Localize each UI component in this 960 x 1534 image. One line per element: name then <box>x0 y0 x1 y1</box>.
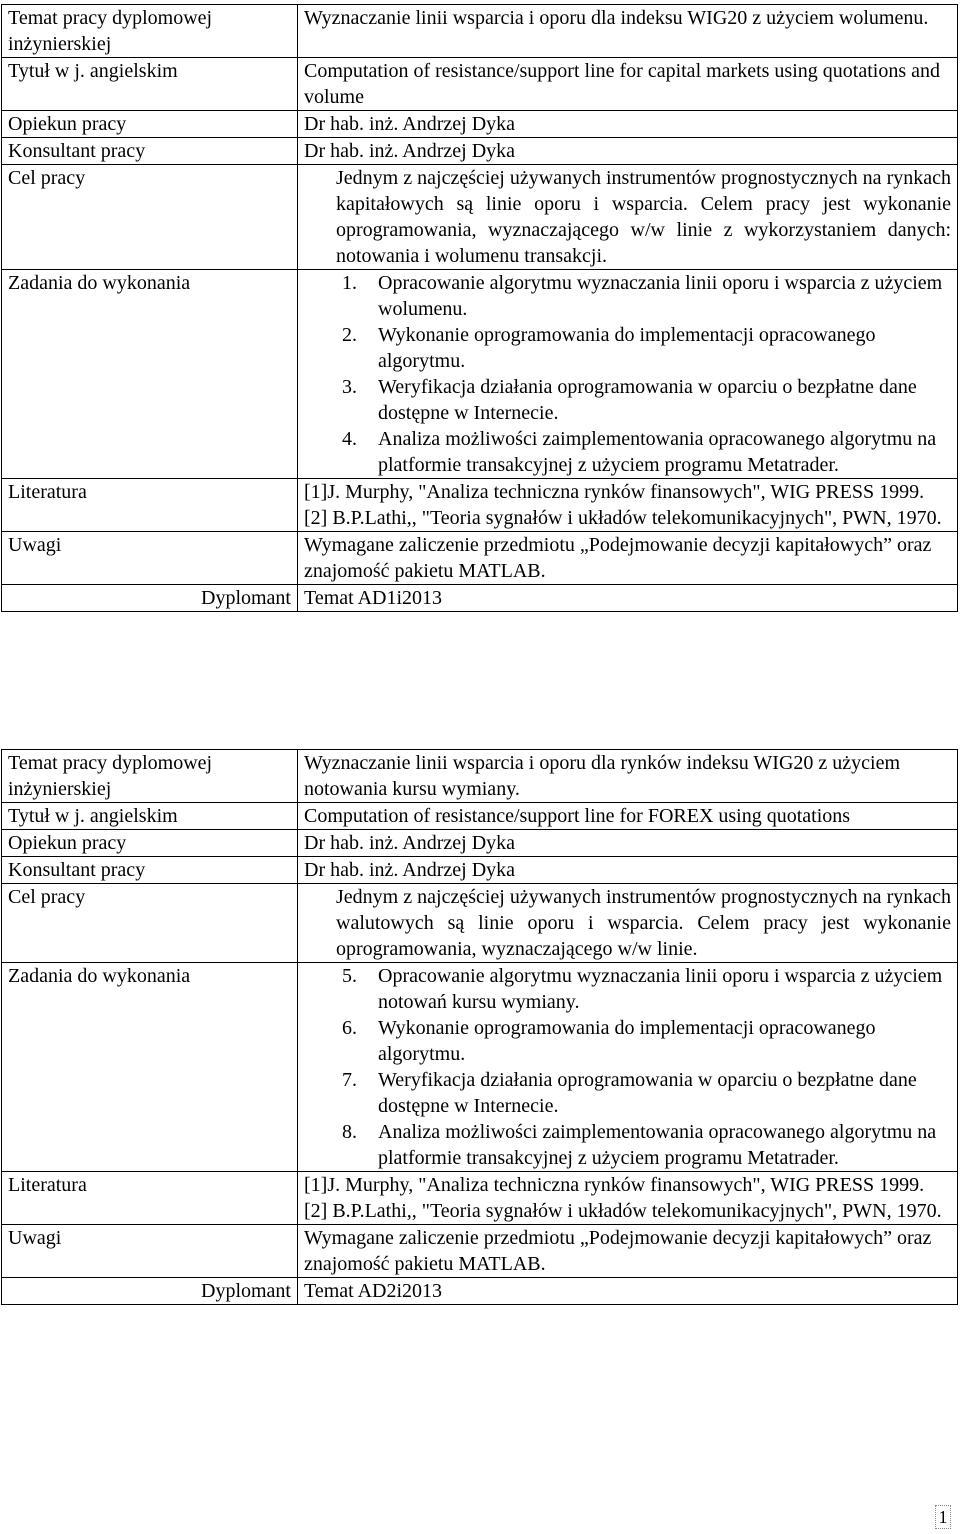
task-text: Weryfikacja działania oprogramowania w oparciu o bezpłatne dane dostępne w Internecie. <box>378 376 917 424</box>
remarks-row <box>2 532 958 585</box>
tasks-row <box>2 963 958 1172</box>
english-title-label: Tytuł w j. angielskim <box>2 58 298 111</box>
literature-row <box>2 479 958 532</box>
student-row <box>2 585 958 612</box>
goal-label: Cel pracy <box>2 165 298 270</box>
task-item <box>342 963 951 1015</box>
goal-label: Cel pracy <box>2 884 298 963</box>
task-text: Opracowanie algorytmu wyznaczania linii oporu i wsparcia z użyciem notowań kursu wymiany. <box>378 965 943 1013</box>
task-number: 2. <box>342 324 357 346</box>
task-item <box>342 1015 951 1067</box>
reference-item: [2] B.P.Lathi,, "Teoria sygnałów i układów telekomunikacyjnych", PWN, 1970. <box>304 1200 942 1222</box>
task-text: Weryfikacja działania oprogramowania w oparciu o bezpłatne dane dostępne w Internecie. <box>378 1069 917 1117</box>
task-number: 4. <box>342 428 357 450</box>
literature-label: Literatura <box>2 1172 298 1225</box>
task-text: Wykonanie oprogramowania do implementacji opracowanego algorytmu. <box>378 324 876 372</box>
student-value: Temat AD2i2013 <box>298 1278 958 1305</box>
student-label: Dyplomant <box>2 1278 298 1305</box>
tasks-label: Zadania do wykonania <box>2 270 298 479</box>
consultant-value: Dr hab. inż. Andrzej Dyka <box>298 138 958 165</box>
consultant-label: Konsultant pracy <box>2 857 298 884</box>
english-title-value: Computation of resistance/support line for FOREX using quotations <box>298 803 958 830</box>
reference-item: [1]J. Murphy, "Analiza techniczna rynków finansowych", WIG PRESS 1999. <box>304 481 925 503</box>
tasks-label: Zadania do wykonania <box>2 963 298 1172</box>
goal-row <box>2 165 958 270</box>
topic-value: Wyznaczanie linii wsparcia i oporu dla indeksu WIG20 z użyciem wolumenu. <box>298 5 958 58</box>
supervisor-value: Dr hab. inż. Andrzej Dyka <box>298 830 958 857</box>
literature-value <box>298 479 958 532</box>
remarks-row <box>2 1225 958 1278</box>
task-text: Analiza możliwości zaimplementowania opracowanego algorytmu na platformie transakcyjnej z użyciem programu Metatrader. <box>378 428 937 476</box>
goal-row <box>2 884 958 963</box>
task-text: Analiza możliwości zaimplementowania opracowanego algorytmu na platformie transakcyjnej z użyciem programu Metatrader. <box>378 1121 937 1169</box>
remarks-value: Wymagane zaliczenie przedmiotu „Podejmowanie decyzji kapitałowych” oraz znajomość pakietu MATLAB. <box>298 1225 958 1278</box>
task-list <box>304 963 951 1171</box>
english-title-value: Computation of resistance/support line for capital markets using quotations and volume <box>298 58 958 111</box>
task-text: Opracowanie algorytmu wyznaczania linii oporu i wsparcia z użyciem wolumenu. <box>378 272 943 320</box>
task-number: 5. <box>342 965 357 987</box>
tasks-value <box>298 963 958 1172</box>
page-number: 1 <box>935 1505 951 1529</box>
student-label: Dyplomant <box>2 585 298 612</box>
task-list <box>304 270 951 478</box>
consultant-row <box>2 138 958 165</box>
topic-label: Temat pracy dyplomowej inżynierskiej <box>2 5 298 58</box>
literature-row <box>2 1172 958 1225</box>
goal-value: Jednym z najczęściej używanych instrumentów prognostycznych na rynkach walutowych są linie oporu i wsparcia. Celem pracy jest wykonanie oprogramowania, wyznaczającego w/w linie. <box>298 884 958 963</box>
supervisor-row <box>2 111 958 138</box>
supervisor-label: Opiekun pracy <box>2 830 298 857</box>
topic-row <box>2 5 958 58</box>
remarks-value: Wymagane zaliczenie przedmiotu „Podejmowanie decyzji kapitałowych” oraz znajomość pakietu MATLAB. <box>298 532 958 585</box>
thesis-table-1 <box>1 4 958 612</box>
task-number: 1. <box>342 272 357 294</box>
task-item <box>342 374 951 426</box>
student-value: Temat AD1i2013 <box>298 585 958 612</box>
consultant-label: Konsultant pracy <box>2 138 298 165</box>
literature-value <box>298 1172 958 1225</box>
tasks-value <box>298 270 958 479</box>
task-number: 8. <box>342 1121 357 1143</box>
english-title-label: Tytuł w j. angielskim <box>2 803 298 830</box>
remarks-label: Uwagi <box>2 532 298 585</box>
task-item <box>342 322 951 374</box>
topic-value: Wyznaczanie linii wsparcia i oporu dla rynków indeksu WIG20 z użyciem notowania kursu wymiany. <box>298 750 958 803</box>
supervisor-value: Dr hab. inż. Andrzej Dyka <box>298 111 958 138</box>
english-title-row <box>2 58 958 111</box>
reference-item: [2] B.P.Lathi,, "Teoria sygnałów i układów telekomunikacyjnych", PWN, 1970. <box>304 507 942 529</box>
topic-label: Temat pracy dyplomowej inżynierskiej <box>2 750 298 803</box>
supervisor-label: Opiekun pracy <box>2 111 298 138</box>
student-row <box>2 1278 958 1305</box>
task-item <box>342 270 951 322</box>
thesis-table-2 <box>1 749 958 1305</box>
consultant-row <box>2 857 958 884</box>
task-number: 3. <box>342 376 357 398</box>
task-number: 7. <box>342 1069 357 1091</box>
english-title-row <box>2 803 958 830</box>
remarks-label: Uwagi <box>2 1225 298 1278</box>
goal-value: Jednym z najczęściej używanych instrumentów prognostycznych na rynkach kapitałowych są linie oporu i wsparcia. Celem pracy jest wykonanie oprogramowania, wyznaczającego w/w linie z wykorzystaniem danych: notowania i wolumenu transakcji. <box>298 165 958 270</box>
task-item <box>342 1119 951 1171</box>
task-number: 6. <box>342 1017 357 1039</box>
task-text: Wykonanie oprogramowania do implementacji opracowanego algorytmu. <box>378 1017 876 1065</box>
tasks-row <box>2 270 958 479</box>
task-item <box>342 426 951 478</box>
consultant-value: Dr hab. inż. Andrzej Dyka <box>298 857 958 884</box>
reference-item: [1]J. Murphy, "Analiza techniczna rynków finansowych", WIG PRESS 1999. <box>304 1174 925 1196</box>
topic-row <box>2 750 958 803</box>
task-item <box>342 1067 951 1119</box>
supervisor-row <box>2 830 958 857</box>
literature-label: Literatura <box>2 479 298 532</box>
